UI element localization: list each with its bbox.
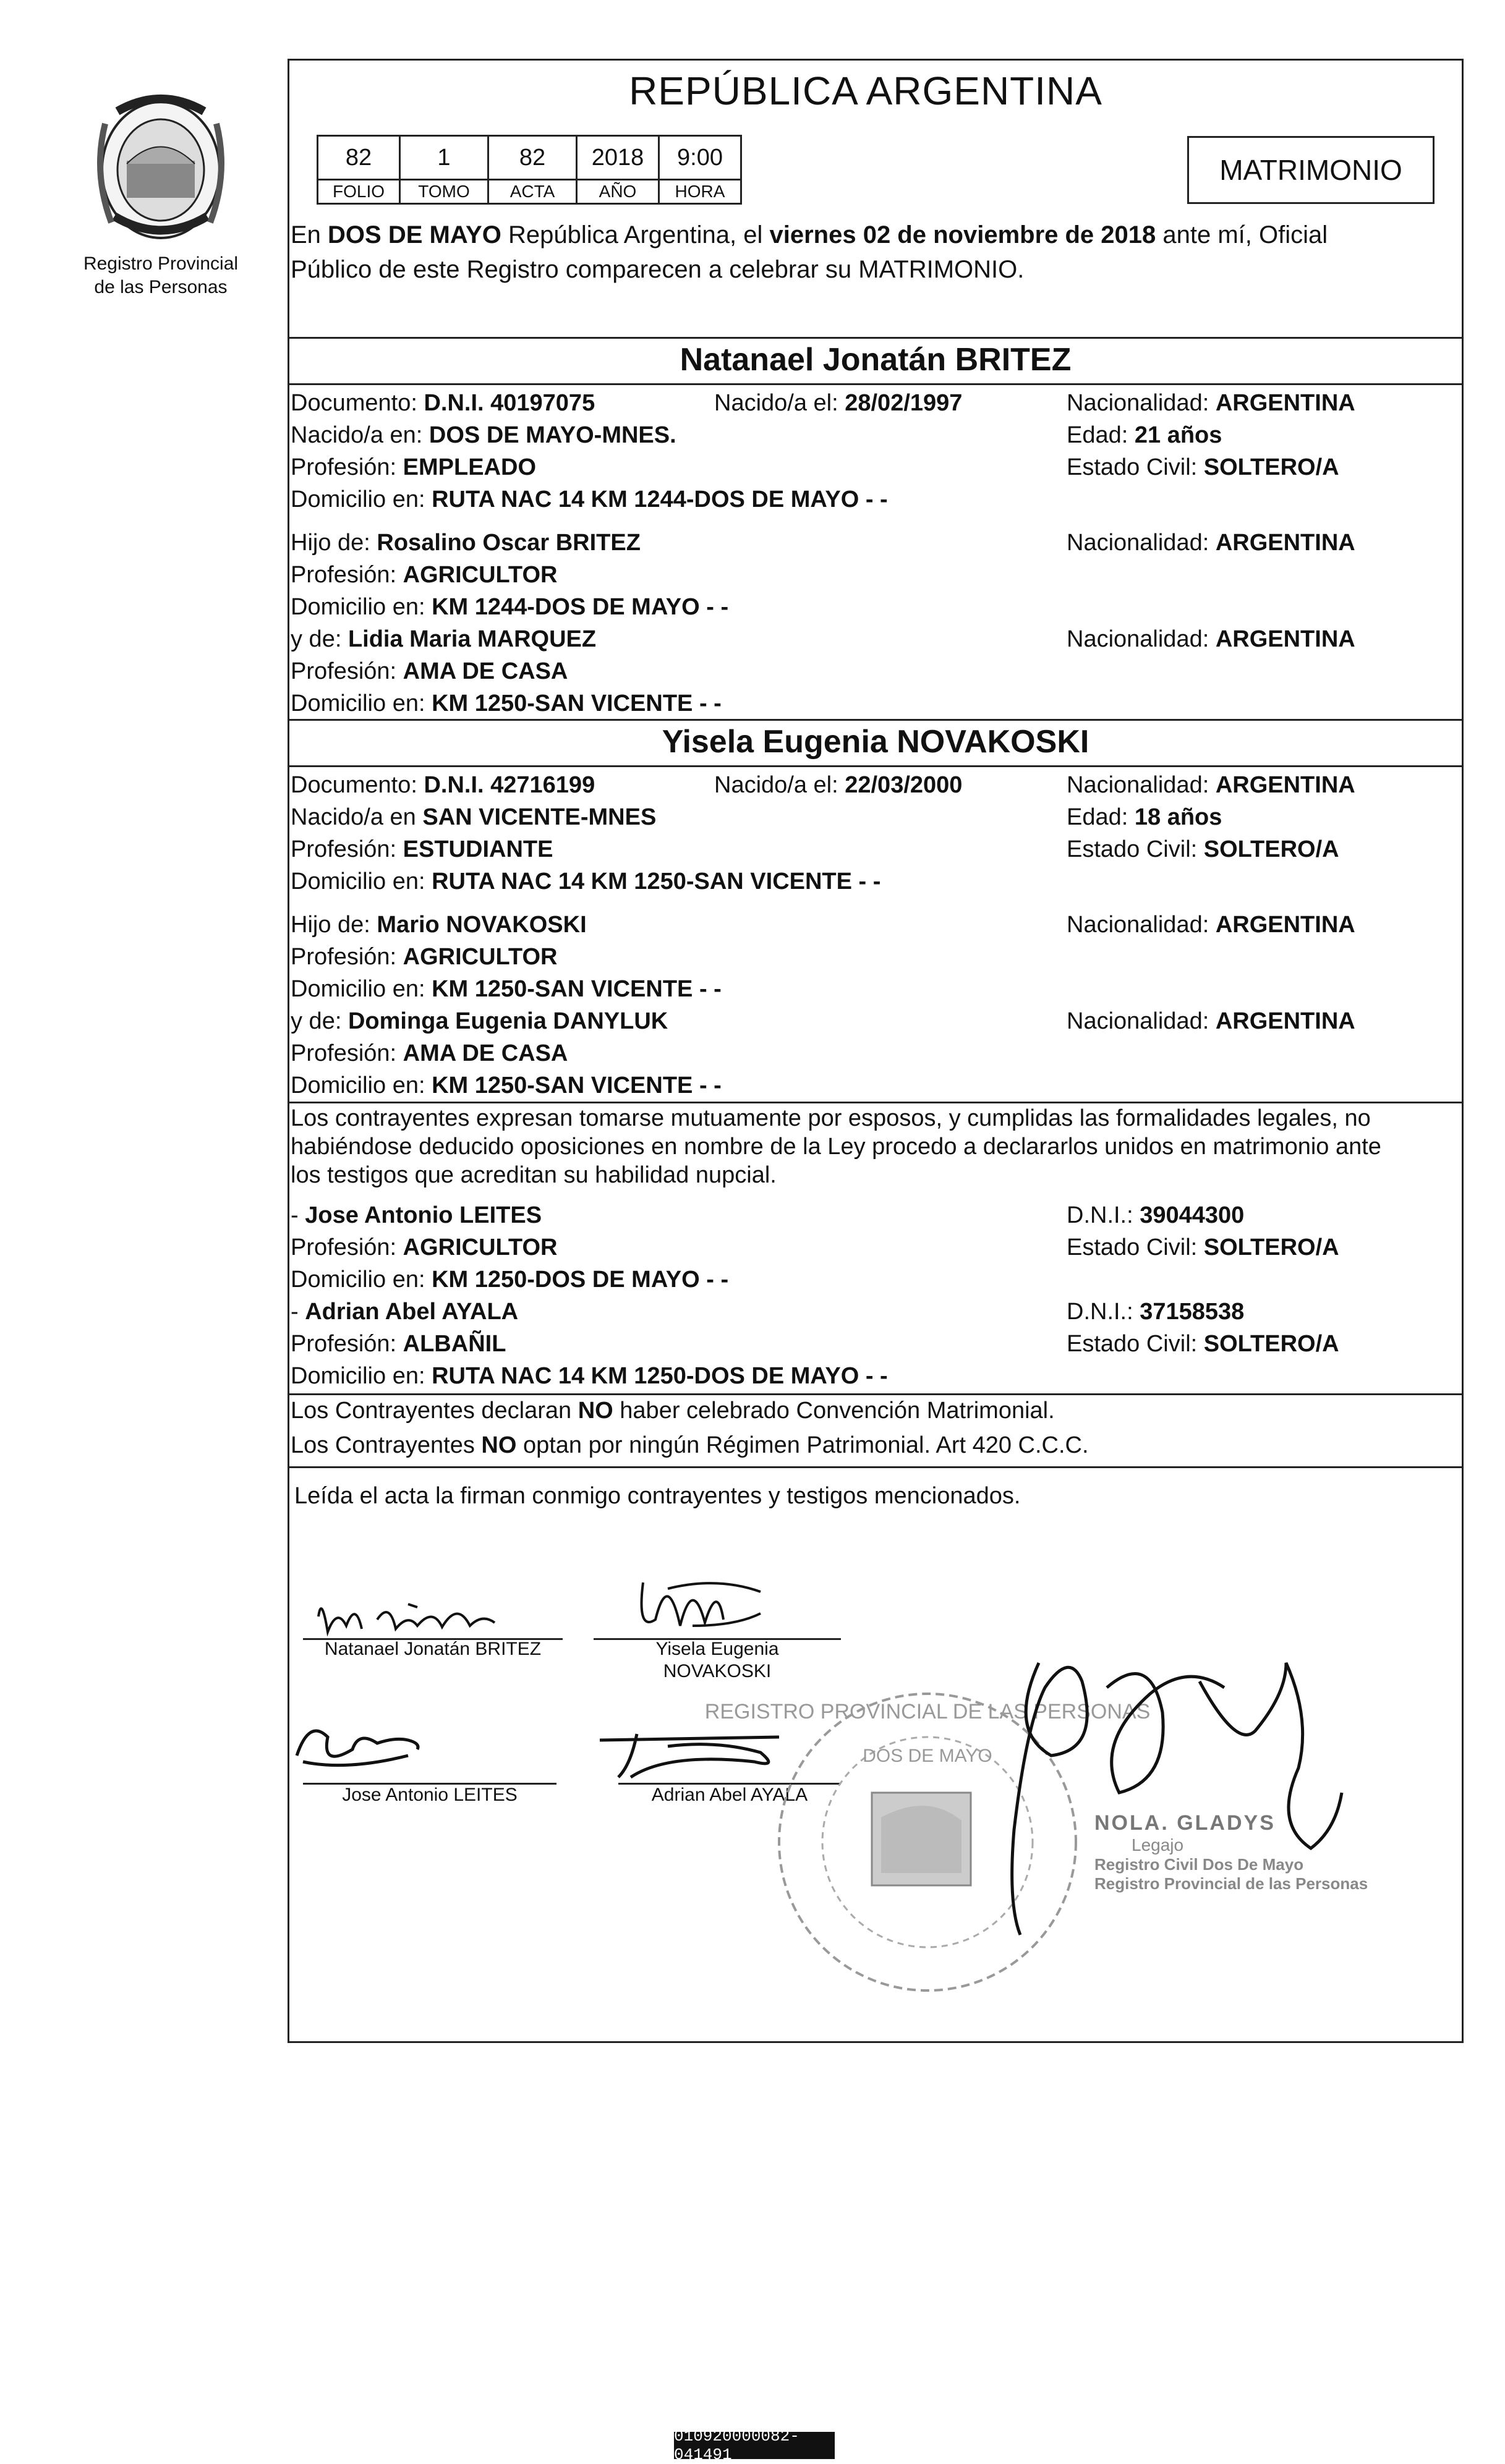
intro-date: viernes 02 de noviembre de 2018	[769, 221, 1156, 249]
value: KM 1244-DOS DE MAYO - -	[432, 594, 729, 620]
witness1-profession	[291, 1231, 557, 1264]
value: RUTA NAC 14 KM 1250-DOS DE MAYO - -	[432, 1363, 888, 1389]
spouse2-born-on	[714, 769, 962, 801]
spouse1-nationality	[1067, 387, 1355, 419]
label: Nacido/a el:	[714, 390, 845, 416]
spouse1-father-nationality	[1067, 527, 1355, 559]
intro-place: DOS DE MAYO	[328, 221, 501, 249]
official-stamp	[1094, 1811, 1368, 1893]
value: SAN VICENTE-MNES	[422, 804, 657, 830]
caption-line1: Yisela Eugenia	[655, 1639, 779, 1659]
year-label: AÑO	[577, 180, 659, 204]
label: Hijo de:	[291, 912, 377, 938]
intro-text-a: En	[291, 221, 328, 249]
witness2-address	[291, 1360, 888, 1392]
spouse2-nationality	[1067, 769, 1355, 801]
value: ALBAÑIL	[403, 1331, 506, 1357]
value: D.N.I. 40197075	[424, 390, 595, 416]
label: Profesión:	[291, 562, 403, 588]
label: Profesión:	[291, 944, 403, 970]
value: Mario NOVAKOSKI	[377, 912, 587, 938]
label: Nacido/a el:	[714, 772, 845, 798]
witness2-dni	[1067, 1296, 1244, 1328]
value: SOLTERO/A	[1203, 836, 1339, 862]
label: Domicilio en:	[291, 1073, 432, 1098]
spouse2-father	[291, 909, 587, 941]
value: Dominga Eugenia DANYLUK	[347, 1008, 668, 1034]
value: SOLTERO/A	[1203, 1331, 1339, 1357]
spouse1-mother-profession	[291, 655, 568, 687]
province-seal-icon	[80, 87, 241, 247]
declaration-paragraph	[291, 1104, 1459, 1189]
label: Nacionalidad:	[1067, 390, 1216, 416]
value: ARGENTINA	[1215, 626, 1355, 652]
value: SOLTERO/A	[1203, 1234, 1339, 1260]
label: D.N.I.:	[1067, 1202, 1140, 1228]
signature-novakoski	[631, 1564, 785, 1650]
value: ARGENTINA	[1215, 530, 1355, 556]
label: Hijo de:	[291, 530, 377, 556]
signature-caption-leites: Jose Antonio LEITES	[342, 1785, 518, 1805]
divider	[288, 765, 1464, 767]
registry-caption-line2: de las Personas	[94, 277, 228, 297]
value: AMA DE CASA	[403, 658, 568, 684]
record-type-box: MATRIMONIO	[1187, 136, 1435, 204]
spouse2-father-nationality	[1067, 909, 1355, 941]
spouse2-born-in	[291, 801, 656, 833]
divider	[288, 383, 1464, 385]
label: Nacionalidad:	[1067, 530, 1216, 556]
value: D.N.I. 42716199	[424, 772, 595, 798]
acta-label: ACTA	[488, 180, 577, 204]
intro-line2: Público de este Registro comparecen a celebrar su MATRIMONIO.	[291, 256, 1025, 283]
spouse1-mother-nationality	[1067, 623, 1355, 655]
divider	[288, 719, 1464, 721]
spouse1-age	[1067, 419, 1222, 451]
label: Nacido/a en	[291, 804, 423, 830]
country-title: REPÚBLICA ARGENTINA	[629, 69, 1102, 113]
intro-text-c: ante mí, Oficial	[1156, 221, 1328, 249]
label: Profesión:	[291, 454, 403, 480]
spouse1-mother-address	[291, 687, 722, 720]
label: Domicilio en:	[291, 690, 432, 716]
text: Los Contrayentes declaran	[291, 1398, 578, 1424]
stamp-line3: Registro Civil Dos De Mayo	[1094, 1855, 1304, 1874]
label: y de:	[291, 1008, 348, 1034]
value: SOLTERO/A	[1203, 454, 1339, 480]
stamp-line1: NOLA. GLADYS	[1094, 1811, 1276, 1835]
tomo-label: TOMO	[400, 180, 488, 204]
label: Profesión:	[291, 1234, 403, 1260]
value: DOS DE MAYO-MNES.	[428, 422, 676, 448]
value: EMPLEADO	[403, 454, 537, 480]
value: RUTA NAC 14 KM 1244-DOS DE MAYO - -	[432, 486, 888, 512]
bullet: -	[291, 1202, 305, 1228]
spouse2-age	[1067, 801, 1222, 833]
value: Jose Antonio LEITES	[305, 1202, 542, 1228]
value: ARGENTINA	[1215, 1008, 1355, 1034]
value: Rosalino Oscar BRITEZ	[377, 530, 641, 556]
record-number-table	[317, 135, 742, 205]
witness2-civil-status	[1067, 1328, 1339, 1360]
stamp-line4: Registro Provincial de las Personas	[1094, 1874, 1368, 1893]
label: Edad:	[1067, 422, 1135, 448]
closing-statement: Leída el acta la firman conmigo contrayentes y testigos mencionados.	[294, 1483, 1021, 1509]
spouse1-father-address	[291, 591, 728, 623]
divider	[288, 1466, 1464, 1468]
value: Lidia Maria MARQUEZ	[347, 626, 597, 652]
spouse2-civil-status	[1067, 833, 1339, 865]
label: Domicilio en:	[291, 1267, 432, 1293]
divider	[288, 337, 1464, 339]
label: Estado Civil:	[1067, 1234, 1204, 1260]
label: Profesión:	[291, 1040, 403, 1066]
label: Documento:	[291, 772, 424, 798]
registry-seal	[80, 87, 241, 247]
spouse2-mother-address	[291, 1069, 722, 1102]
label: Edad:	[1067, 804, 1135, 830]
spouse1-civil-status	[1067, 451, 1339, 483]
spouse2-mother-nationality	[1067, 1005, 1355, 1037]
stamp-line2: Legajo	[1132, 1835, 1184, 1854]
label: Profesión:	[291, 836, 403, 862]
label: Domicilio en:	[291, 486, 432, 512]
witness1-name	[291, 1199, 542, 1231]
declaration-line3: los testigos que acreditan su habilidad nupcial.	[291, 1162, 777, 1188]
text: haber celebrado Convención Matrimonial.	[613, 1398, 1055, 1424]
label: D.N.I.:	[1067, 1299, 1140, 1325]
emphasis: NO	[578, 1398, 613, 1424]
acta-value: 82	[488, 136, 577, 180]
value: ARGENTINA	[1215, 772, 1355, 798]
value: AGRICULTOR	[403, 1234, 558, 1260]
document-code: 010920000082-041491	[674, 2432, 835, 2459]
spouse2-address	[291, 865, 880, 898]
value: RUTA NAC 14 KM 1250-SAN VICENTE - -	[432, 869, 881, 894]
value: AGRICULTOR	[403, 562, 558, 588]
bullet: -	[291, 1299, 305, 1325]
value: 21 años	[1134, 422, 1222, 448]
spouse1-profession	[291, 451, 536, 483]
text: optan por ningún Régimen Patrimonial. Art 420 C.C.C.	[516, 1432, 1089, 1458]
divider	[288, 1102, 1464, 1103]
spouse1-born-in	[291, 419, 676, 451]
caption-line2: NOVAKOSKI	[663, 1661, 772, 1681]
value: KM 1250-SAN VICENTE - -	[432, 690, 722, 716]
label: Documento:	[291, 390, 424, 416]
folio-label: FOLIO	[318, 180, 400, 204]
label: Nacido/a en:	[291, 422, 429, 448]
spouse2-mother	[291, 1005, 668, 1037]
value: 37158538	[1140, 1299, 1245, 1325]
label: Profesión:	[291, 1331, 403, 1357]
label: Nacionalidad:	[1067, 1008, 1216, 1034]
value: ARGENTINA	[1215, 390, 1355, 416]
hour-label: HORA	[659, 180, 741, 204]
intro-line1	[291, 219, 1328, 251]
spouse2-doc	[291, 769, 595, 801]
year-value: 2018	[577, 136, 659, 180]
regime-statement	[291, 1429, 1089, 1461]
value: AGRICULTOR	[403, 944, 558, 970]
value: KM 1250-SAN VICENTE - -	[432, 976, 722, 1002]
hour-value: 9:00	[659, 136, 741, 180]
stamp-arc-text: REGISTRO PROVINCIAL DE LAS PERSONAS	[704, 1700, 1151, 1723]
spouse1-father-profession	[291, 559, 557, 591]
spouse2-father-address	[291, 973, 722, 1005]
label: Profesión:	[291, 658, 403, 684]
label: Nacionalidad:	[1067, 912, 1216, 938]
spouse2-name: Yisela Eugenia NOVAKOSKI	[662, 724, 1089, 760]
witness1-civil-status	[1067, 1231, 1339, 1264]
declaration-line1: Los contrayentes expresan tomarse mutuamente por esposos, y cumplidas las formalidades legales, no	[291, 1105, 1371, 1131]
spouse1-born-on	[714, 387, 962, 419]
witness2-profession	[291, 1328, 506, 1360]
signature-leites	[284, 1712, 433, 1786]
spouse2-mother-profession	[291, 1037, 568, 1069]
value: ESTUDIANTE	[403, 836, 553, 862]
label: Estado Civil:	[1067, 454, 1204, 480]
value: Adrian Abel AYALA	[305, 1299, 519, 1325]
value: KM 1250-DOS DE MAYO - -	[432, 1267, 729, 1293]
spouse1-father	[291, 527, 641, 559]
registry-caption-line1: Registro Provincial	[83, 253, 239, 274]
declaration-line2: habiéndose deducido oposiciones en nombre de la Ley procedo a declararlos unidos en matrimonio ante	[291, 1134, 1381, 1160]
text: Los Contrayentes	[291, 1432, 482, 1458]
registry-caption	[56, 252, 266, 299]
value: AMA DE CASA	[403, 1040, 568, 1066]
label: Estado Civil:	[1067, 1331, 1204, 1357]
label: Domicilio en:	[291, 869, 432, 894]
witness1-address	[291, 1264, 728, 1296]
signature-caption-ayala: Adrian Abel AYALA	[651, 1785, 808, 1805]
stamp-inner-text: DOS DE MAYO	[863, 1746, 992, 1766]
value: 22/03/2000	[845, 772, 963, 798]
label: Nacionalidad:	[1067, 626, 1216, 652]
value: ARGENTINA	[1215, 912, 1355, 938]
label: Nacionalidad:	[1067, 772, 1216, 798]
value: 39044300	[1140, 1202, 1245, 1228]
label: Domicilio en:	[291, 976, 432, 1002]
witness2-name	[291, 1296, 518, 1328]
tomo-value: 1	[400, 136, 488, 180]
spouse1-address	[291, 483, 888, 516]
label: y de:	[291, 626, 348, 652]
intro-text-b: República Argentina, el	[501, 221, 770, 249]
folio-value: 82	[318, 136, 400, 180]
label: Estado Civil:	[1067, 836, 1204, 862]
spouse1-mother	[291, 623, 596, 655]
spouse2-profession	[291, 833, 553, 865]
spouse1-name: Natanael Jonatán BRITEZ	[680, 342, 1072, 378]
signature-caption-britez: Natanael Jonatán BRITEZ	[324, 1639, 542, 1659]
label: Domicilio en:	[291, 594, 432, 620]
emphasis: NO	[481, 1432, 517, 1458]
spouse2-father-profession	[291, 941, 557, 973]
value: KM 1250-SAN VICENTE - -	[432, 1073, 722, 1098]
convention-statement	[291, 1395, 1055, 1427]
witness1-dni	[1067, 1199, 1244, 1231]
label: Domicilio en:	[291, 1363, 432, 1389]
value: 18 años	[1134, 804, 1222, 830]
spouse1-doc	[291, 387, 595, 419]
value: 28/02/1997	[845, 390, 963, 416]
